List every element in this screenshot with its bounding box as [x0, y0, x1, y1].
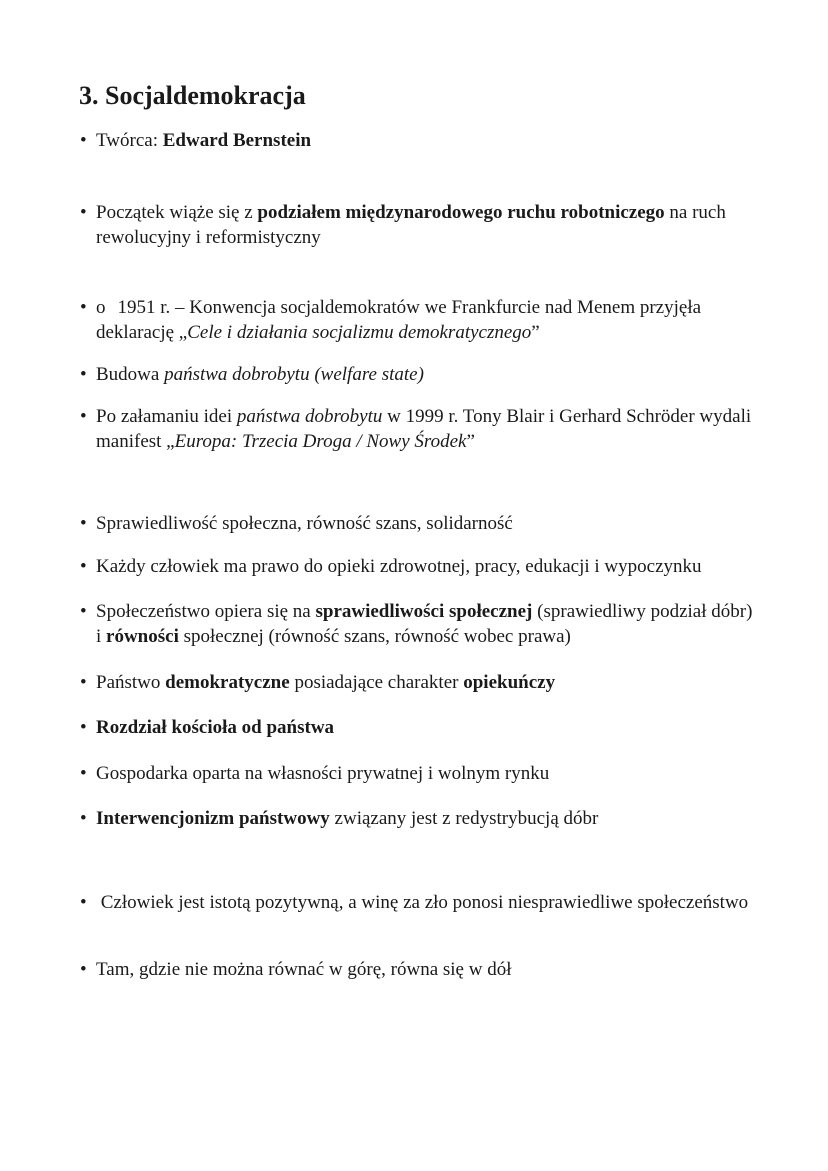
list-item: [80, 806, 760, 831]
list-item-text: Początek wiąże się z podziałem międzynarodowego ruchu robotniczego na ruch rewolucyjny i reformistyczny: [96, 202, 726, 248]
list-item: [80, 715, 760, 740]
bullet: •: [80, 130, 87, 151]
bullet: •: [80, 672, 87, 693]
list-item: [80, 890, 760, 915]
list-item: [80, 670, 760, 695]
list-item: [80, 128, 760, 153]
list-item-text: Twórca: Edward Bernstein: [96, 130, 312, 151]
list-item: [80, 362, 760, 387]
bullet: •: [80, 763, 87, 784]
list-item-text: Rozdział kościoła od państwa: [96, 717, 335, 738]
list-item-text: o 1951 r. – Konwencja socjaldemokratów we Frankfurcie nad Menem przyjęła deklarację „Cele i działania socjalizmu demokratycznego”: [96, 297, 702, 343]
bullet: •: [80, 406, 87, 427]
bullet: •: [80, 202, 87, 223]
bullet: •: [80, 556, 87, 577]
list-item-text: Interwencjonizm państwowy związany jest z redystrybucją dóbr: [96, 808, 599, 829]
list-item: [80, 554, 760, 579]
list-item-text: Po załamaniu idei państwa dobrobytu w 1999 r. Tony Blair i Gerhard Schröder wydali manifest „Europa: Trzecia Droga / Nowy Środek”: [96, 406, 752, 452]
list-item: [80, 404, 760, 454]
list-item: [80, 511, 760, 536]
list-item-text: Człowiek jest istotą pozytywną, a winę za zło ponosi niesprawiedliwe społeczeństwo: [96, 892, 749, 913]
list-item: [80, 295, 760, 345]
list-item: [80, 599, 760, 649]
list-item-text: Państwo demokratyczne posiadające charakter opiekuńczy: [96, 672, 556, 693]
bullet: •: [80, 892, 87, 913]
sub-bullet-circle: o: [96, 297, 106, 318]
list-item-text: Tam, gdzie nie można równać w górę, równa się w dół: [96, 959, 512, 980]
list-item-text: Społeczeństwo opiera się na sprawiedliwości społecznej (sprawiedliwy podział dóbr) i równości społecznej (równość szans, równość wobec prawa): [96, 601, 753, 647]
list-item: [80, 200, 760, 250]
bullet: •: [80, 959, 87, 980]
bullet: •: [80, 808, 87, 829]
list-item: [80, 761, 760, 786]
page-title: 3. Socjaldemokracja: [79, 81, 306, 110]
list-item: [80, 957, 760, 982]
list-item-text: Gospodarka oparta na własności prywatnej i wolnym rynku: [96, 763, 550, 784]
bullet: •: [80, 601, 87, 622]
list-item-text: Każdy człowiek ma prawo do opieki zdrowotnej, pracy, edukacji i wypoczynku: [96, 556, 702, 577]
bullet: •: [80, 513, 87, 534]
bullet: •: [80, 717, 87, 738]
list-item-text: Sprawiedliwość społeczna, równość szans, solidarność: [96, 513, 513, 534]
bullet: •: [80, 297, 87, 318]
bullet: •: [80, 364, 87, 385]
list-item-text: Budowa państwa dobrobytu (welfare state): [96, 364, 424, 385]
